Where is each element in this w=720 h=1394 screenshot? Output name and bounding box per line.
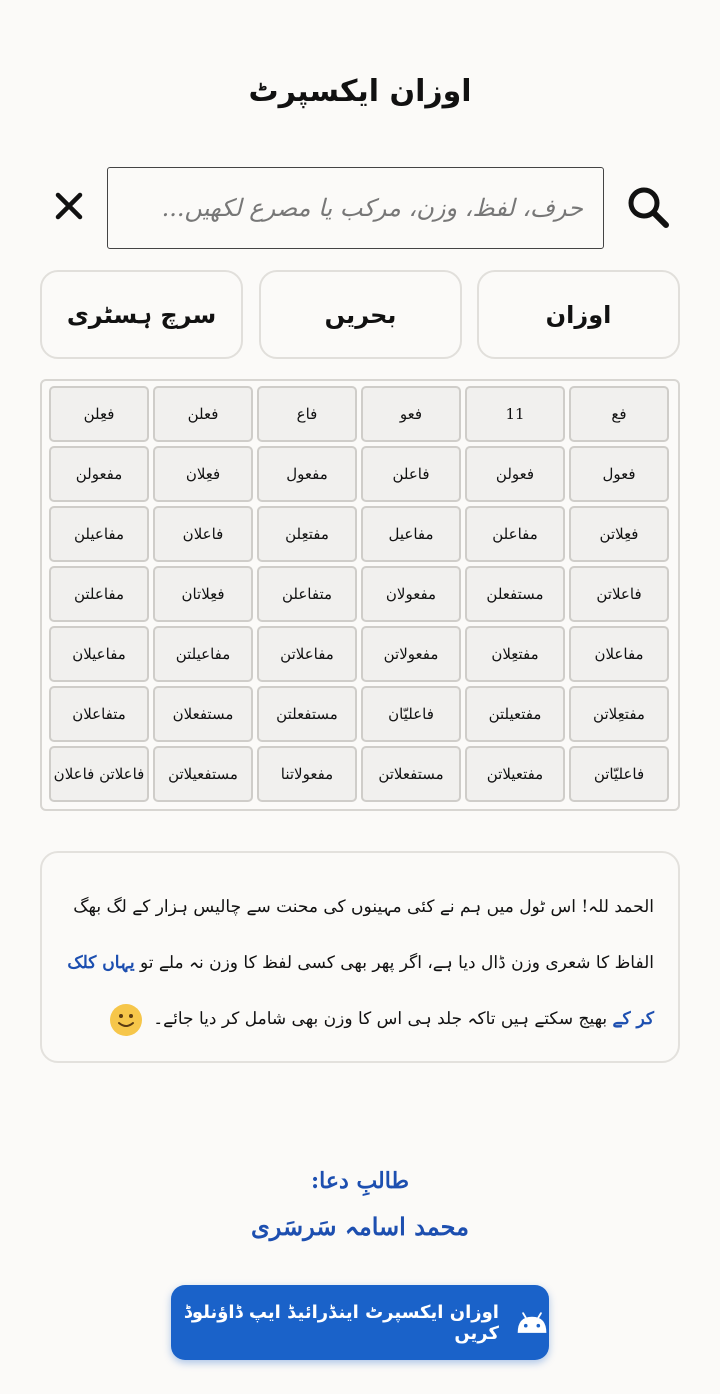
clear-button[interactable] bbox=[48, 185, 90, 227]
pattern-cell[interactable]: فاع bbox=[257, 386, 357, 442]
pattern-cell[interactable]: مفعولن bbox=[49, 446, 149, 502]
tab-bar bbox=[40, 270, 680, 359]
pattern-cell[interactable]: مفاعلاتن bbox=[257, 626, 357, 682]
pattern-cell[interactable]: مفاعیلن bbox=[49, 506, 149, 562]
pattern-cell[interactable]: 11 bbox=[465, 386, 565, 442]
pattern-cell[interactable]: فع bbox=[569, 386, 669, 442]
pattern-cell[interactable]: مفتعیلتن bbox=[465, 686, 565, 742]
search-bar bbox=[40, 167, 680, 249]
search-button[interactable] bbox=[624, 183, 672, 231]
pattern-cell[interactable]: فعول bbox=[569, 446, 669, 502]
pattern-cell[interactable]: مفعولاتنا bbox=[257, 746, 357, 802]
tab-bahrein[interactable]: بحریں bbox=[259, 270, 462, 359]
pattern-cell[interactable]: فعِلاتن bbox=[569, 506, 669, 562]
pattern-cell[interactable]: مستفعلان bbox=[153, 686, 253, 742]
pattern-cell[interactable]: متفاعلان bbox=[49, 686, 149, 742]
download-label: اوزان ایکسپرٹ اینڈرائیڈ ایپ ڈاؤنلوڈ کریں bbox=[183, 1301, 499, 1344]
search-input[interactable] bbox=[107, 167, 604, 249]
pattern-cell[interactable]: مفتعیلاتن bbox=[465, 746, 565, 802]
pattern-cell[interactable]: مفعول bbox=[257, 446, 357, 502]
info-text-end: بھیج سکتے ہیں تاکہ جلد ہی اس کا وزن بھی شامل کر دیا جائے۔ bbox=[153, 1009, 608, 1029]
click-here-link[interactable]: یہاں کلک کر کے bbox=[67, 953, 654, 1029]
pattern-cell[interactable]: فعلن bbox=[153, 386, 253, 442]
pattern-grid bbox=[40, 379, 680, 811]
pattern-cell[interactable]: فاعلاتن bbox=[569, 566, 669, 622]
pattern-cell[interactable]: فاعلاتن فاعلان bbox=[49, 746, 149, 802]
pattern-cell[interactable]: مفاعلتن bbox=[49, 566, 149, 622]
page-title: اوزان ایکسپرٹ bbox=[248, 74, 472, 109]
pattern-cell[interactable]: مفاعلان bbox=[569, 626, 669, 682]
pattern-cell[interactable]: مستفعلن bbox=[465, 566, 565, 622]
pattern-cell[interactable]: فعِلن bbox=[49, 386, 149, 442]
info-text: الحمد للہ! اس ٹول میں ہم نے کئی مہینوں کی محنت سے چالیس ہزار کے لگ بھگ الفاظ کا شعری وزن ڈال دیا ہے، اگر پھر بھی کسی لفظ کا وزن نہ ملے تو bbox=[73, 897, 654, 973]
pattern-cell[interactable]: فعِلان bbox=[153, 446, 253, 502]
pattern-cell[interactable]: مستفعلاتن bbox=[361, 746, 461, 802]
pattern-cell[interactable]: فعِلاتان bbox=[153, 566, 253, 622]
pattern-cell[interactable]: فاعلیّاتن bbox=[569, 746, 669, 802]
close-icon bbox=[54, 191, 84, 221]
pattern-cell[interactable]: فعولن bbox=[465, 446, 565, 502]
download-app-button[interactable] bbox=[171, 1285, 549, 1360]
pattern-cell[interactable]: مفعولان bbox=[361, 566, 461, 622]
pattern-cell[interactable]: فاعلان bbox=[153, 506, 253, 562]
pattern-cell[interactable]: فاعلن bbox=[361, 446, 461, 502]
pattern-cell[interactable]: مفعولاتن bbox=[361, 626, 461, 682]
pattern-cell[interactable]: مستفعیلاتن bbox=[153, 746, 253, 802]
pattern-cell[interactable]: مفاعیل bbox=[361, 506, 461, 562]
pattern-cell[interactable]: مفتعِلان bbox=[465, 626, 565, 682]
pattern-cell[interactable]: فعو bbox=[361, 386, 461, 442]
android-icon bbox=[515, 1310, 549, 1336]
pattern-cell[interactable]: مفتعِلاتن bbox=[569, 686, 669, 742]
pattern-cell[interactable]: مستفعلتن bbox=[257, 686, 357, 742]
pattern-cell[interactable]: مفاعلن bbox=[465, 506, 565, 562]
info-box bbox=[40, 851, 680, 1063]
tab-search-history[interactable]: سرچ ہسٹری bbox=[40, 270, 243, 359]
footer-label: طالبِ دعا: bbox=[311, 1168, 409, 1194]
tab-awzan[interactable]: اوزان bbox=[477, 270, 680, 359]
author-name: محمد اسامہ سَرسَری bbox=[250, 1212, 470, 1241]
pattern-cell[interactable]: مفاعیلتن bbox=[153, 626, 253, 682]
pattern-cell[interactable]: متفاعلن bbox=[257, 566, 357, 622]
pattern-cell[interactable]: فاعلیّان bbox=[361, 686, 461, 742]
pattern-cell[interactable]: مفتعِلن bbox=[257, 506, 357, 562]
pattern-cell[interactable]: مفاعیلان bbox=[49, 626, 149, 682]
search-icon bbox=[626, 185, 670, 229]
smiley-icon bbox=[110, 1004, 142, 1036]
